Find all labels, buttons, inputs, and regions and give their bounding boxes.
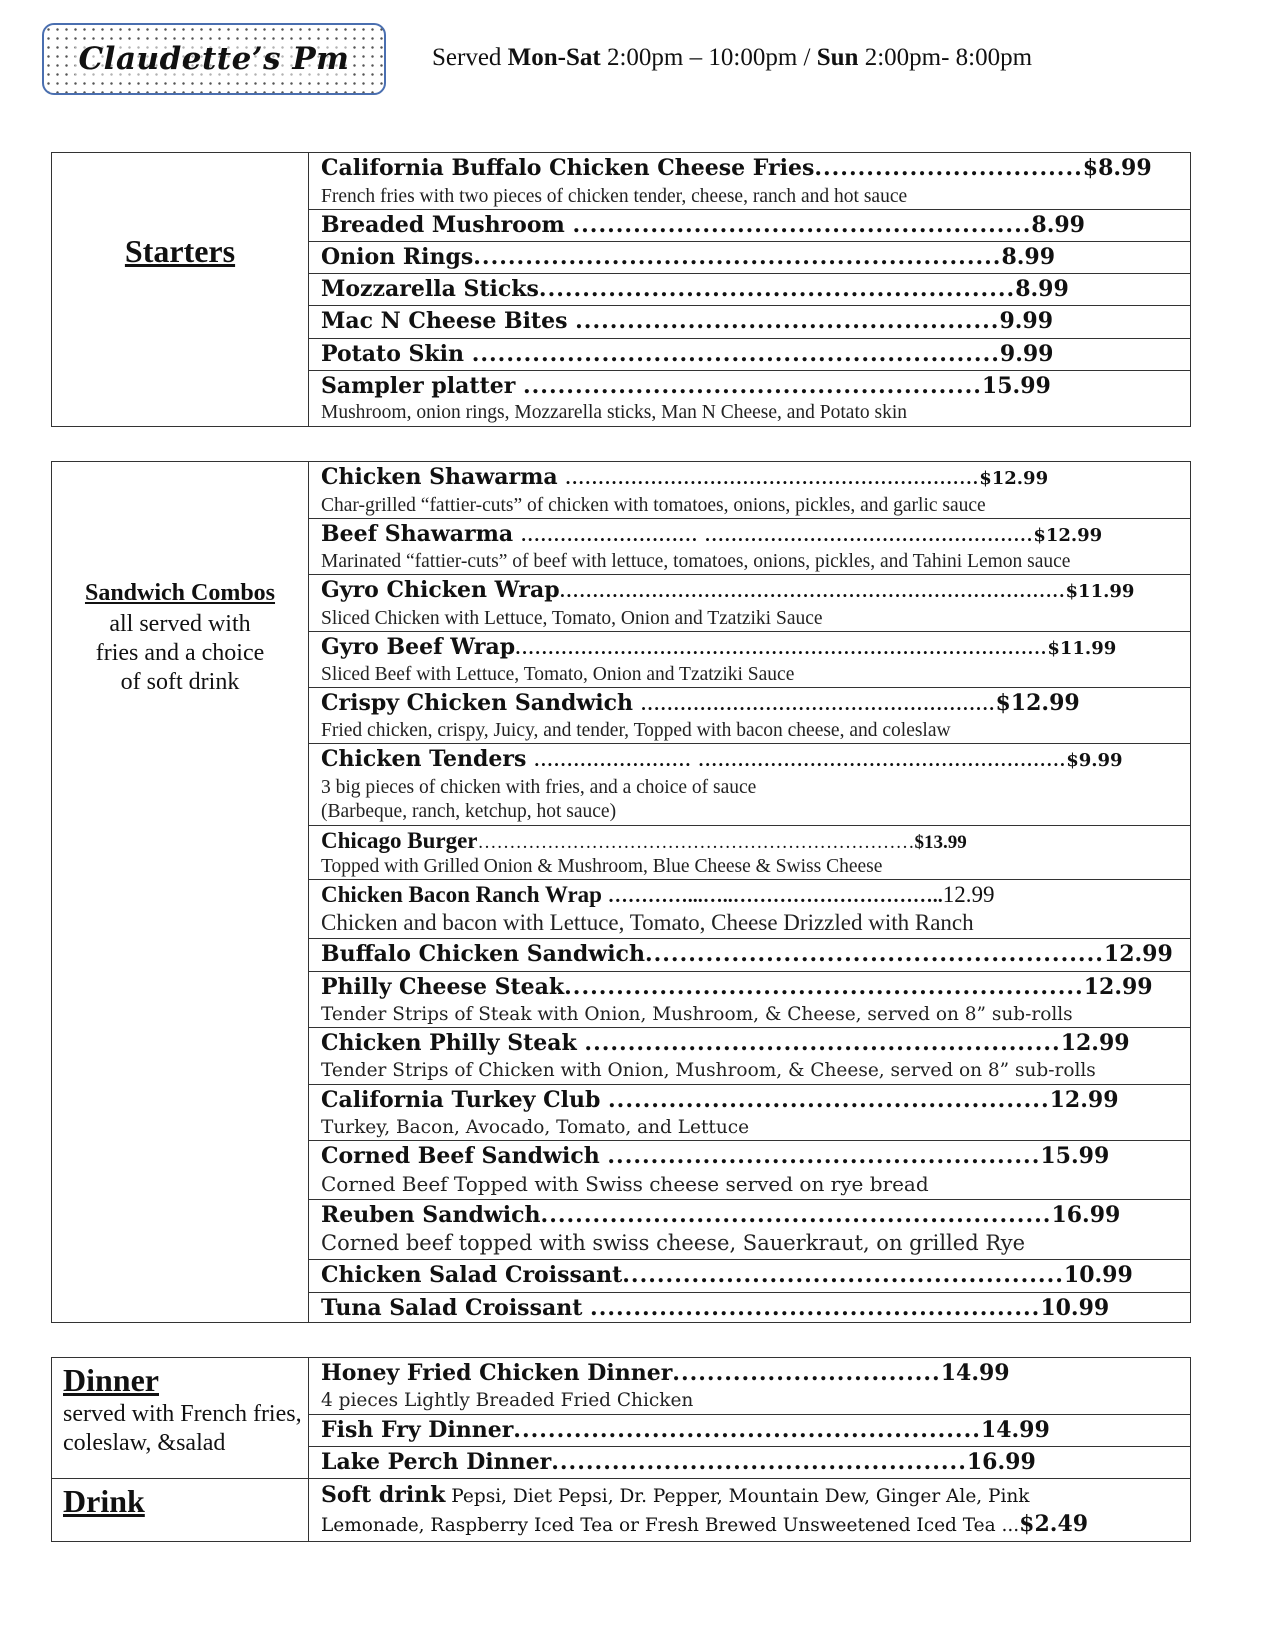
item-line: Chicken Shawarma ...............................................................$12.99 (321, 464, 1049, 490)
starters-label-cell (52, 153, 309, 426)
item-line: Gyro Chicken Wrap.............................................................................$11.99 (321, 577, 1135, 603)
item-price: 15.99 (981, 373, 1051, 399)
menu-item (309, 972, 1190, 1028)
item-description: Tender Strips of Steak with Onion, Mushroom, & Cheese, served on 8” sub-rolls (321, 1004, 1073, 1025)
drink-description: Pepsi, Diet Pepsi, Dr. Pepper, Mountain Dew, Ginger Ale, Pink (445, 1486, 1030, 1507)
drink-section (51, 1478, 1191, 1542)
item-line: Gyro Beef Wrap.................................................................................$11.99 (321, 634, 1117, 660)
item-price: 14.99 (980, 1417, 1050, 1443)
item-line: Chicago Burger……………………………………………………………$13.99 (321, 828, 967, 853)
item-line: Chicken Tenders ........................ ........................................................$9.99 (321, 746, 1123, 772)
drink-title: Drink (63, 1483, 145, 1519)
menu-item (309, 1260, 1190, 1293)
item-description: 4 pieces Lightly Breaded Fried Chicken (321, 1390, 694, 1411)
menu-item (309, 939, 1190, 972)
item-price: 10.99 (1063, 1262, 1133, 1288)
item-line: Onion Rings.............................................................8.99 (321, 244, 1056, 270)
item-price: $12.99 (979, 468, 1049, 489)
menu-item (309, 1293, 1190, 1326)
menu-item (309, 274, 1190, 306)
menu-item (309, 1085, 1190, 1141)
menu-item (309, 1358, 1190, 1415)
item-line: Reuben Sandwich...........................................................16.99 (321, 1202, 1121, 1228)
menu-item (309, 1479, 1190, 1541)
item-price: $9.99 (1066, 750, 1123, 771)
item-line: Philly Cheese Steak............................................................12.99 (321, 974, 1153, 1000)
item-price: 16.99 (966, 1449, 1036, 1475)
item-line (321, 1482, 1030, 1508)
dinner-subtitle: served with French fries, coleslaw, &salad (63, 1401, 302, 1456)
item-price: 12.99 (1083, 974, 1153, 1000)
hours-suffix: 2:00pm- 8:00pm (858, 44, 1033, 71)
drink-name: Soft drink (321, 1482, 446, 1508)
dinner-items (309, 1358, 1190, 1478)
menu-item (309, 1200, 1190, 1260)
item-description: Topped with Grilled Onion & Mushroom, Blue Cheese & Swiss Cheese (321, 856, 883, 877)
item-price: $11.99 (1047, 638, 1117, 659)
item-price: 8.99 (1001, 244, 1056, 270)
item-description: Corned beef topped with swiss cheese, Sauerkraut, on grilled Rye (321, 1231, 1026, 1255)
hours-text (432, 44, 1032, 72)
starters-title: Starters (124, 233, 236, 269)
item-description: Tender Strips of Chicken with Onion, Mushroom, & Cheese, served on 8” sub-rolls (321, 1060, 1096, 1081)
item-line-2 (321, 1511, 1088, 1537)
drink-items (309, 1479, 1190, 1541)
menu-item (309, 210, 1190, 242)
item-price: $12.99 (1033, 525, 1103, 546)
item-price: $11.99 (1065, 581, 1135, 602)
item-price: 14.99 (940, 1360, 1010, 1386)
item-description: 3 big pieces of chicken with fries, and a choice of sauce (321, 777, 757, 798)
item-description: Sliced Chicken with Lettuce, Tomato, Onion and Tzatziki Sauce (321, 608, 823, 629)
sandwich-title: Sandwich Combos (84, 580, 276, 606)
sandwich-subtitle: all served with fries and a choice of soft drink (95, 611, 265, 695)
sandwich-items (309, 462, 1190, 1326)
drink-label-cell (52, 1479, 309, 1541)
hours-days-weekday: Mon-Sat (507, 44, 601, 71)
menu-item (309, 575, 1190, 632)
item-line: Chicken Philly Steak .......................................................12.99 (321, 1030, 1130, 1056)
menu-item (309, 519, 1190, 575)
item-price: 12.99 (942, 882, 995, 907)
item-line: Fish Fry Dinner......................................................14.99 (321, 1417, 1050, 1443)
sandwich-label-cell (52, 462, 309, 1322)
item-line: Tuna Salad Croissant ....................................................10.99 (321, 1295, 1110, 1321)
item-price: 8.99 (1015, 276, 1069, 302)
item-price: $12.99 (995, 690, 1080, 716)
item-line: Mozzarella Sticks.......................................................8.99 (321, 276, 1069, 302)
item-description: Sliced Beef with Lettuce, Tomato, Onion and Tzatziki Sauce (321, 664, 795, 685)
dinner-title: Dinner (63, 1362, 159, 1398)
menu-item (309, 339, 1190, 371)
item-price: $2.49 (1019, 1511, 1089, 1537)
item-price: 12.99 (1049, 1087, 1119, 1113)
drink-description-2: Lemonade, Raspberry Iced Tea or Fresh Brewed Unsweetened Iced Tea ... (321, 1515, 1020, 1536)
item-description: Marinated “fattier-cuts” of beef with lettuce, tomatoes, onions, pickles, and Tahini Lemon sauce (321, 551, 1071, 572)
item-line: Corned Beef Sandwich ..................................................15.99 (321, 1143, 1110, 1169)
menu-item (309, 1028, 1190, 1085)
item-line: Beef Shawarma ........................... ..................................................$12.99 (321, 521, 1103, 547)
item-line: Buffalo Chicken Sandwich.....................................................12.99 (321, 941, 1173, 967)
menu-item (309, 371, 1190, 426)
item-line: Chicken Salad Croissant...................................................10.99 (321, 1262, 1133, 1288)
item-line: Sampler platter .....................................................15.99 (321, 373, 1051, 399)
item-description: Mushroom, onion rings, Mozzarella sticks, Man N Cheese, and Potato skin (321, 402, 907, 423)
logo (42, 23, 386, 95)
item-price: $13.99 (914, 832, 967, 853)
menu-item (309, 826, 1190, 880)
menu-item (309, 1447, 1190, 1478)
item-line: California Buffalo Chicken Cheese Fries...............................$8.99 (321, 155, 1152, 181)
menu-item (309, 632, 1190, 688)
dinner-section (51, 1357, 1191, 1479)
item-price: 15.99 (1040, 1143, 1110, 1169)
item-description: Turkey, Bacon, Avocado, Tomato, and Lettuce (321, 1117, 750, 1138)
menu-item (309, 462, 1190, 519)
item-description: Char-grilled “fattier-cuts” of chicken with tomatoes, onions, pickles, and garlic sauce (321, 495, 986, 516)
starters-items (309, 153, 1190, 426)
item-description: French fries with two pieces of chicken tender, cheese, ranch and hot sauce (321, 186, 908, 207)
item-price: 12.99 (1103, 941, 1173, 967)
item-price: 16.99 (1051, 1202, 1121, 1228)
item-line: Mac N Cheese Bites .................................................9.99 (321, 308, 1054, 334)
menu-item (309, 153, 1190, 210)
item-line: Chicken Bacon Ranch Wrap …………...…..…………………………..12.99 (321, 882, 995, 907)
item-price: 9.99 (999, 308, 1054, 334)
item-description-2: (Barbeque, ranch, ketchup, hot sauce) (321, 801, 617, 822)
sandwich-section (51, 461, 1191, 1323)
item-line: Breaded Mushroom .....................................................8.99 (321, 212, 1085, 238)
menu-item (309, 306, 1190, 339)
item-description: Fried chicken, crispy, Juicy, and tender, Topped with bacon cheese, and coleslaw (321, 720, 951, 741)
item-price: 12.99 (1060, 1030, 1130, 1056)
menu-item (309, 688, 1190, 744)
item-line: Lake Perch Dinner................................................16.99 (321, 1449, 1036, 1475)
item-price: $8.99 (1082, 155, 1152, 181)
item-line: Honey Fried Chicken Dinner...............................14.99 (321, 1360, 1010, 1386)
item-description: Chicken and bacon with Lettuce, Tomato, Cheese Drizzled with Ranch (321, 910, 974, 935)
item-price: 9.99 (999, 341, 1054, 367)
item-line: Potato Skin .............................................................9.99 (321, 341, 1054, 367)
item-price: 8.99 (1031, 212, 1085, 238)
item-price: 10.99 (1040, 1295, 1110, 1321)
item-line: California Turkey Club ...................................................12.99 (321, 1087, 1119, 1113)
menu-item (309, 744, 1190, 826)
hours-days-sunday: Sun (816, 44, 859, 71)
logo-text: Claudette’s Pm (75, 41, 354, 77)
menu-item (309, 1415, 1190, 1447)
item-description: Corned Beef Topped with Swiss cheese served on rye bread (321, 1172, 929, 1196)
starters-section (51, 152, 1191, 427)
menu-item (309, 880, 1190, 939)
menu-item (309, 1141, 1190, 1200)
hours-mid: 2:00pm – 10:00pm / (600, 44, 817, 71)
menu-item (309, 242, 1190, 274)
hours-prefix: Served (432, 44, 508, 71)
item-line: Crispy Chicken Sandwich ......................................................$12.99 (321, 690, 1080, 716)
dinner-label-cell (52, 1358, 309, 1478)
